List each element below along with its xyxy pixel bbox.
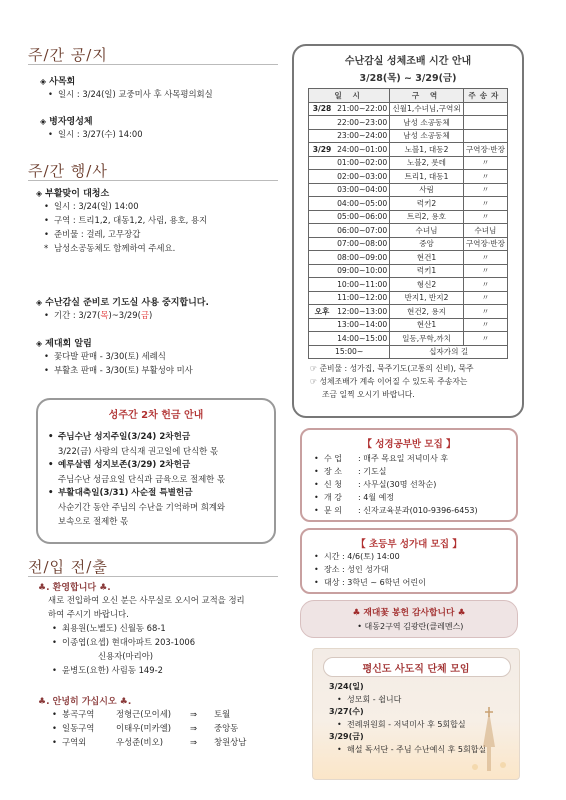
bible-study-value: 4월 예정 [363, 493, 395, 502]
bible-study-value: 사무실(30명 선착순) [363, 480, 437, 489]
thanks-box: ♣ 재대꽃 봉헌 감사합니다 ♣ • 대동2구역 김광란(클레멘스) [300, 600, 518, 638]
choir-row: 대상 : 3학년 ~ 6학년 어린이 [324, 578, 426, 587]
meeting-item: • 전례위원회 - 저녁미사 후 5회합실 [337, 719, 466, 729]
schedule-time: 06:00~07:00 [335, 224, 390, 238]
adoration-box [292, 44, 524, 418]
bullet: • [52, 737, 57, 747]
announce-meeting: ◈ 사목회 • 일시 : 3/24(일) 교중미사 후 사목평의회실 [40, 77, 213, 99]
farewell-dest: 토월 [214, 709, 231, 719]
schedule-date [309, 116, 336, 130]
divider [28, 180, 278, 181]
schedule-date [309, 197, 336, 211]
announce-head: 병자영성체 [49, 117, 93, 127]
schedule-lead [463, 116, 507, 130]
bible-study-row: • 신 청 : 사무실(30명 선착순) [314, 480, 437, 489]
farewell-area: 구역외 [62, 737, 87, 747]
ministry-block: ◈ 제대회 알림 • 꽃다발 판매 - 3/30(토) 세례식 • 부활초 판매 - 3/30(토) 부활성야 미사 [36, 339, 193, 375]
farewell-arrow: ⇒ [190, 709, 198, 719]
schedule-time: 21:00~22:00 [335, 102, 390, 116]
schedule-date: 오후 [309, 305, 336, 319]
bible-study-row: • 수 업 : 매주 목요일 저녁미사 후 [314, 454, 449, 463]
bible-study-value: 신자교육분과(010-9396-6453) [363, 506, 478, 515]
offering-head: 부활대축일(3/31) 사순절 특별헌금 [58, 488, 193, 498]
farewell-name: 정형근(모이세) [116, 709, 172, 719]
farewell-area: 봉곡구역 [62, 709, 95, 719]
schedule-area: 수녀님 [390, 224, 464, 238]
welcome-person: 윤병도(요한) 사림동 149-2 [62, 665, 163, 675]
offering-head: 예루살렘 성지보존(3/29) 2차헌금 [58, 460, 191, 470]
bible-study-row: • 장 소 : 기도실 [314, 467, 387, 476]
bullet: • [52, 709, 57, 719]
bible-study-row: • 개 강 : 4월 예정 [314, 493, 395, 502]
divider [28, 64, 278, 65]
schedule-area: 사림 [390, 183, 464, 197]
hall-line: 기간 : 3/27( [54, 310, 101, 320]
schedule-date: 3/28 [309, 102, 336, 116]
schedule-time: 04:00~05:00 [335, 197, 390, 211]
diamond-icon: ◈ [40, 117, 47, 126]
schedule-row [309, 183, 508, 197]
schedule-area: 중앙 [390, 237, 464, 251]
thanks-title: ♣ 재대꽃 봉헌 감사합니다 ♣ [352, 608, 466, 618]
bible-study-box [300, 428, 518, 522]
schedule-date [309, 224, 336, 238]
schedule-area: 럭키1 [390, 264, 464, 278]
col-header: 주송자 [463, 89, 507, 103]
farewell-area: 일동구역 [62, 723, 95, 733]
schedule-time: 01:00~02:00 [335, 156, 390, 170]
meeting-title: 평신도 사도직 단체 모임 [362, 664, 470, 675]
schedule-row [309, 305, 508, 319]
offering-desc: 사순기간 동안 주님의 수난을 기억하며 희계와 [58, 502, 226, 512]
welcome-person: 이종엽(요셉) 현대아파트 203-1006 [62, 637, 196, 647]
bible-study-row: • 문 의 : 신자교육분과(010-9396-6453) [314, 506, 478, 515]
farewell-row [52, 735, 274, 749]
schedule-lead: 〃 [463, 264, 507, 278]
schedule-lead: 〃 [463, 305, 507, 319]
schedule-lead: 〃 [463, 291, 507, 305]
schedule-lead: 〃 [463, 197, 507, 211]
schedule-date [309, 251, 336, 265]
schedule-area: 신월1,수녀님,구역외 [390, 102, 464, 116]
schedule-row [309, 278, 508, 292]
offering-head: 주님수난 성지주일(3/24) 2차헌금 [58, 432, 191, 442]
schedule-area: 남성 소공동체 [390, 116, 464, 130]
welcome-intro: 하여 주시기 바랍니다. [48, 609, 129, 619]
schedule-date [309, 237, 336, 251]
farewell-row [52, 707, 274, 721]
schedule-time: 15:00~ [309, 345, 390, 359]
adoration-note: ☞ 성체조배가 계속 이어질 수 있도록 주송자는 [310, 377, 468, 386]
schedule-lead: 〃 [463, 251, 507, 265]
schedule-lead: 〃 [463, 210, 507, 224]
schedule-time: 03:00~04:00 [335, 183, 390, 197]
schedule-row [309, 345, 508, 359]
bible-study-label: 문 의 [324, 506, 342, 515]
adoration-title: 수난감실 성체조배 시간 안내 [344, 56, 472, 67]
diamond-icon: ◈ [36, 339, 43, 348]
meeting-item-text: 해설 독서단 - 주님 수난예식 후 5회합실 [347, 744, 487, 754]
meeting-date: 3/29(금) [329, 732, 364, 741]
announce-line: 일시 : 3/24(일) 교중미사 후 사목평의회실 [58, 89, 213, 99]
meeting-box [312, 648, 520, 780]
hall-line: )~3/29( [108, 310, 141, 320]
meeting-date: 3/24(일) [329, 682, 364, 691]
schedule-time: 11:00~12:00 [335, 291, 390, 305]
bible-study-label: 개 강 [324, 493, 342, 502]
church-tower-icon [465, 707, 513, 775]
ministry-line: 부활초 판매 - 3/30(토) 부활성야 미사 [54, 365, 193, 375]
cleaning-line: 준비물 : 걸레, 고무장갑 [54, 229, 141, 239]
schedule-row [309, 129, 508, 143]
diamond-icon: ◈ [40, 77, 47, 86]
adoration-subtitle: 3/28(목) ~ 3/29(금) [359, 73, 457, 84]
schedule-row [309, 116, 508, 130]
farewell-list [52, 707, 274, 749]
schedule-time: 23:00~24:00 [335, 129, 390, 143]
ministry-head: 제대회 알림 [45, 339, 92, 349]
schedule-time: 22:00~23:00 [335, 116, 390, 130]
choir-box: 【 초등부 성가대 모집 】 • 시간 : 4/6(토) 14:00 • 장소 : 성인 성가대 • 대상 : 3학년 ~ 6학년 어린이 [300, 528, 518, 594]
schedule-time: 05:00~06:00 [335, 210, 390, 224]
schedule-lead: 수녀님 [463, 224, 507, 238]
cleaning-head: 부활맞이 대청소 [45, 189, 110, 199]
schedule-lead: 〃 [463, 278, 507, 292]
meeting-item-text: 성모회 - 쉽니다 [347, 694, 402, 704]
schedule-area: 노블2, 롯데 [390, 156, 464, 170]
schedule-date [309, 129, 336, 143]
welcome-person-extra: 신용자(마리아) [98, 651, 154, 661]
meeting-date: 3/27(수) [329, 707, 364, 716]
hall-line: ) [148, 310, 153, 320]
schedule-lead: 〃 [463, 170, 507, 184]
schedule-row [309, 264, 508, 278]
announce-section-title: 주/간 공/지 [28, 46, 108, 64]
schedule-time: 07:00~08:00 [335, 237, 390, 251]
thanks-line: 대동2구역 김광란(클레멘스) [364, 622, 464, 631]
cleaning-note: 남성소공동체도 함께하여 주세요. [54, 243, 176, 253]
schedule-time: 02:00~03:00 [335, 170, 390, 184]
schedule-date [309, 332, 336, 346]
meeting-item: • 해설 독서단 - 주님 수난예식 후 5회합실 [337, 744, 487, 754]
schedule-time: 24:00~01:00 [335, 143, 390, 157]
schedule-lead: 구역장·반장 [463, 237, 507, 251]
schedule-row [309, 143, 508, 157]
adoration-note: 조금 일찍 오시기 바랍니다. [322, 390, 415, 399]
schedule-date [309, 170, 336, 184]
schedule-date [309, 183, 336, 197]
schedule-time: 08:00~09:00 [335, 251, 390, 265]
farewell-name: 이태우(미카엘) [116, 723, 172, 733]
schedule-time: 14:00~15:00 [335, 332, 390, 346]
farewell-dest: 창원상남 [214, 737, 247, 747]
hall-head: 수난감실 준비로 기도실 사용 중지합니다. [45, 298, 209, 308]
schedule-row [309, 318, 508, 332]
farewell-dest: 중앙동 [214, 723, 239, 733]
schedule-date [309, 318, 336, 332]
schedule-row [309, 102, 508, 116]
col-header: 구 역 [390, 89, 464, 103]
schedule-row [309, 210, 508, 224]
schedule-date [309, 210, 336, 224]
schedule-lead: 〃 [463, 318, 507, 332]
schedule-row [309, 170, 508, 184]
schedule-row [309, 156, 508, 170]
schedule-area: 노블1, 대동2 [390, 143, 464, 157]
schedule-time: 12:00~13:00 [335, 305, 390, 319]
schedule-area: 반지1, 반지2 [390, 291, 464, 305]
welcome-intro: 새로 전입하여 오신 분은 사무실로 오시어 교적을 정리 [48, 595, 245, 605]
announce-communion: ◈ 병자영성체 • 일시 : 3/27(수) 14:00 [40, 117, 143, 139]
bible-study-value: 기도실 [363, 467, 387, 476]
choir-row: 장소 : 성인 성가대 [324, 565, 389, 574]
offering-desc: 보속으로 절제한 몫 [58, 516, 129, 526]
schedule-row [309, 332, 508, 346]
adoration-note: ☞ 준비물 : 성가집, 묵주기도(고통의 신비), 묵주 [310, 364, 474, 373]
schedule-row [309, 237, 508, 251]
announce-line: 일시 : 3/27(수) 14:00 [58, 129, 143, 139]
events-section-title: 주/간 행/사 [28, 162, 108, 180]
hall-block: ◈ 수난감실 준비로 기도실 사용 중지합니다. • 기간 : 3/27(목)~3/29(금) [36, 298, 209, 320]
welcome-block: ♣. 환영합니다 ♣. 새로 전입하여 오신 분은 사무실로 오시어 교적을 정리 하여 주시기 바랍니다. • 최용원(노벨도) 신월동 68-1 • 이종엽(요셉) 현대아파트 203-1006 신용자(마리아) • 윤병도(요한) 사림동 149-2 [38, 580, 245, 677]
schedule-lead: 구역장·반장 [463, 143, 507, 157]
schedule-area: 현건1 [390, 251, 464, 265]
bullet: • [52, 723, 57, 733]
schedule-lead: 〃 [463, 156, 507, 170]
adoration-table [308, 88, 508, 359]
meeting-item-text: 전례위원회 - 저녁미사 후 5회합실 [347, 719, 466, 729]
transfer-section-title: 전/입 전/출 [28, 558, 108, 576]
bible-study-title: 【 성경공부반 모집 】 [362, 439, 456, 450]
hall-day: 목 [100, 310, 109, 320]
schedule-area: 일동,무학,까치 [390, 332, 464, 346]
schedule-area: 남성 소공동체 [390, 129, 464, 143]
hall-day: 금 [140, 310, 149, 320]
offering-box: 성주간 2차 헌금 안내 • 주님수난 성지주일(3/24) 2차헌금 3/22(금) 사랑의 단식재 권고일에 단식한 몫 • 예루살렘 성지보존(3/29) 2차헌금 주님수난 성금요일 단식과 금육으로 절제한 몫 • 부활대축일(3/31) 사순절 특별헌금 사순기간 동안 주님의 수난을 기억하며 희계와 보속으로 절제한 몫 [36, 398, 276, 544]
farewell-name: 우성준(비오) [116, 737, 163, 747]
cleaning-block: ◈ 부활맞이 대청소 • 일시 : 3/24(일) 14:00 • 구역 : 트리1,2, 대동1,2, 사림, 용호, 용지 • 준비물 : 걸레, 고무장갑 * 남성소공동체도 함께하여 주세요. [36, 189, 208, 253]
schedule-area: 트리1, 대동1 [390, 170, 464, 184]
schedule-area: 형신2 [390, 278, 464, 292]
farewell-arrow: ⇒ [190, 737, 198, 747]
schedule-row [309, 197, 508, 211]
schedule-time: 13:00~14:00 [335, 318, 390, 332]
schedule-area: 현산1 [390, 318, 464, 332]
col-header: 일 시 [309, 89, 390, 103]
schedule-area: 트리2, 용호 [390, 210, 464, 224]
offering-title: 성주간 2차 헌금 안내 [108, 410, 204, 421]
schedule-lead [463, 102, 507, 116]
bible-study-label: 수 업 [324, 454, 342, 463]
announce-head: 사목회 [49, 77, 76, 87]
schedule-date [309, 291, 336, 305]
schedule-row [309, 251, 508, 265]
schedule-date: 3/29 [309, 143, 336, 157]
schedule-row [309, 224, 508, 238]
farewell-block [38, 694, 274, 749]
schedule-area: 럭키2 [390, 197, 464, 211]
schedule-date [309, 264, 336, 278]
farewell-row [52, 721, 274, 735]
offering-desc: 주님수난 성금요일 단식과 금육으로 절제한 몫 [58, 474, 226, 484]
choir-title: 【 초등부 성가대 모집 】 [356, 539, 462, 550]
bible-study-value: 매주 목요일 저녁미사 후 [363, 454, 449, 463]
schedule-activity: 십자가의 길 [390, 345, 508, 359]
schedule-lead [463, 129, 507, 143]
schedule-time: 09:00~10:00 [335, 264, 390, 278]
schedule-row [309, 291, 508, 305]
schedule-date [309, 156, 336, 170]
divider [28, 576, 278, 577]
diamond-icon: ◈ [36, 298, 43, 307]
meeting-item: • 성모회 - 쉽니다 [337, 694, 402, 704]
welcome-person: 최용원(노벨도) 신월동 68-1 [62, 623, 166, 633]
schedule-area: 현건2, 용지 [390, 305, 464, 319]
choir-row: 시간 : 4/6(토) 14:00 [324, 552, 400, 561]
welcome-head: ♣. 환영합니다 ♣. [38, 583, 111, 593]
farewell-arrow: ⇒ [190, 723, 198, 733]
schedule-date [309, 278, 336, 292]
diamond-icon: ◈ [36, 189, 43, 198]
cleaning-line: 구역 : 트리1,2, 대동1,2, 사림, 용호, 용지 [54, 215, 208, 225]
farewell-head: ♣. 안녕히 가십시오 ♣. [38, 697, 132, 707]
schedule-lead: 〃 [463, 332, 507, 346]
bible-study-label: 신 청 [324, 480, 342, 489]
ministry-line: 꽃다발 판매 - 3/30(토) 세례식 [54, 351, 166, 361]
schedule-time: 10:00~11:00 [335, 278, 390, 292]
cleaning-line: 일시 : 3/24(일) 14:00 [54, 201, 139, 211]
offering-desc: 3/22(금) 사랑의 단식재 권고일에 단식한 몫 [58, 446, 219, 456]
bible-study-label: 장 소 [324, 467, 342, 476]
schedule-lead: 〃 [463, 183, 507, 197]
